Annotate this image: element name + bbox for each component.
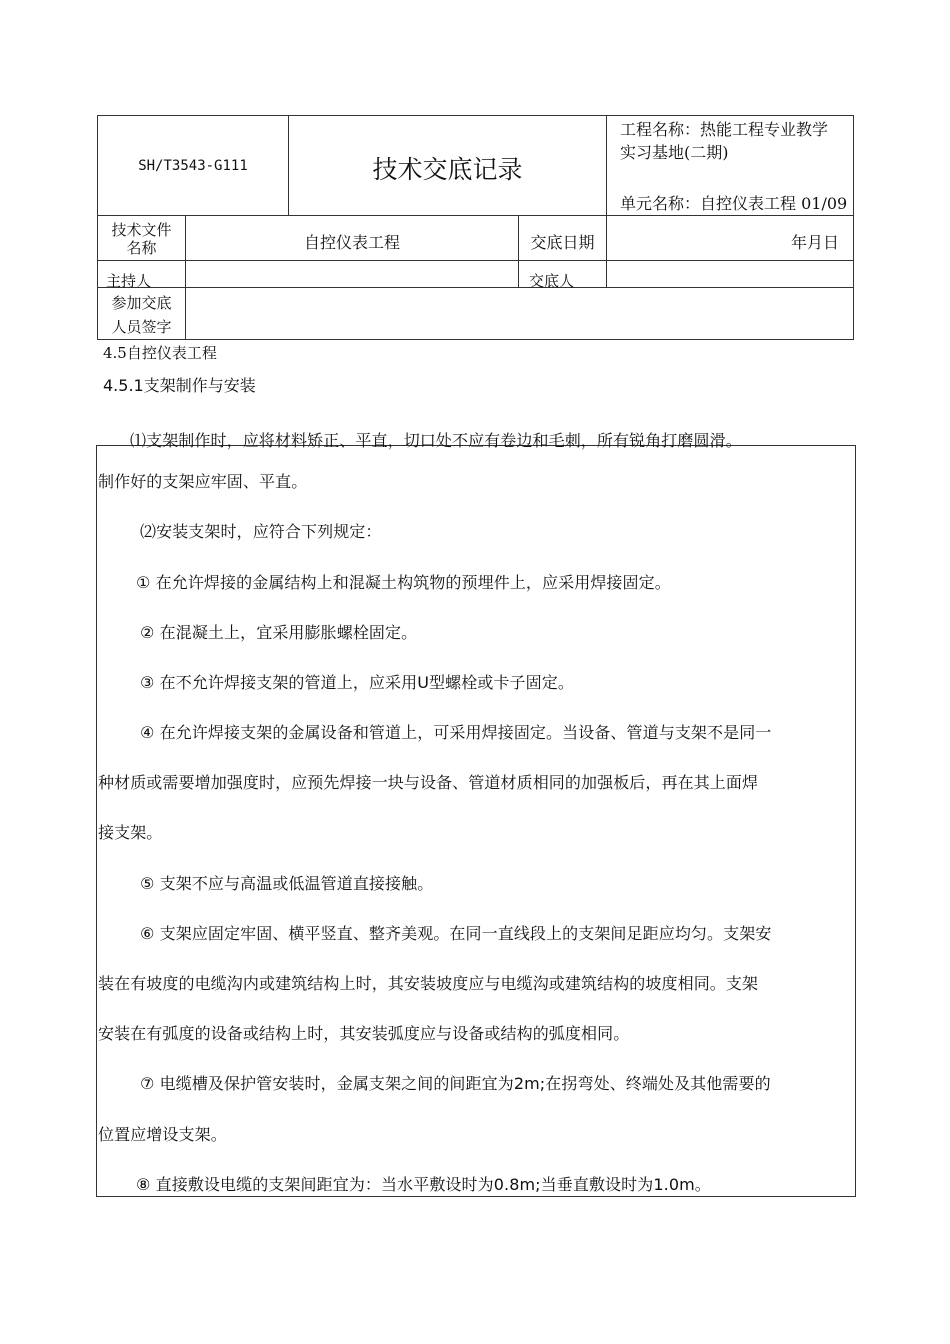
body-line-11: ⑥ 支架应固定牢固、横平竖直、整齐美观。在同一直线段上的支架间足距应均匀。支架安 xyxy=(140,924,772,943)
body-line-13: 安装在有弧度的设备或结构上时，其安装弧度应与设备或结构的弧度相同。 xyxy=(98,1024,630,1043)
doc-name-label-1: 技术文件 xyxy=(111,221,172,239)
project-name-line1: 工程名称：热能工程专业教学 xyxy=(620,120,829,139)
doc-name-value: 自控仪表工程 xyxy=(303,233,400,252)
body-line-1: ⑴支架制作时，应将材料矫正、平直，切口处不应有卷边和毛刺，所有锐角打磨圆滑。 xyxy=(130,431,742,450)
document-code: SH/T3543-G111 xyxy=(138,158,248,174)
body-line-14: ⑦ 电缆槽及保护管安装时，金属支架之间的间距宜为2m;在拐弯处、终端处及其他需要的 xyxy=(140,1074,771,1093)
project-name-line2: 实习基地(二期) xyxy=(620,143,729,162)
doc-name-label-2: 名称 xyxy=(126,239,157,257)
body-line-3: ⑵安装支架时，应符合下列规定： xyxy=(140,522,382,541)
date-value: 年月日 xyxy=(790,233,839,252)
body-line-6: ③ 在不允许焊接支架的管道上，应采用U型螺栓或卡子固定。 xyxy=(140,673,574,692)
page-title: 技术交底记录 xyxy=(372,155,523,184)
body-line-2: 制作好的支架应牢固、平直。 xyxy=(98,472,308,491)
section-subheading: 4.5.1支架制作与安装 xyxy=(103,376,256,395)
section-heading: 4.5自控仪表工程 xyxy=(103,344,217,362)
body-line-7: ④ 在允许焊接支架的金属设备和管道上，可采用焊接固定。当设备、管道与支架不是同一 xyxy=(140,723,772,742)
date-label: 交底日期 xyxy=(530,233,595,252)
host-label: 主持人 xyxy=(106,272,152,290)
presenter-label: 交底人 xyxy=(529,272,575,290)
participants-label-2: 人员签字 xyxy=(111,318,172,336)
body-line-16: ⑧ 直接敷设电缆的支架间距宜为：当水平敷设时为0.8m;当垂直敷设时为1.0m。 xyxy=(136,1175,711,1194)
body-line-8: 种材质或需要增加强度时，应预先焊接一块与设备、管道材质相同的加强板后，再在其上面焊 xyxy=(98,773,759,792)
body-line-4: ① 在允许焊接的金属结构上和混凝土构筑物的预埋件上，应采用焊接固定。 xyxy=(136,573,671,592)
body-line-15: 位置应增设支架。 xyxy=(98,1125,227,1144)
body-line-5: ② 在混凝土上，宜采用膨胀螺栓固定。 xyxy=(140,623,418,642)
body-line-10: ⑤ 支架不应与高温或低温管道直接接触。 xyxy=(140,874,434,893)
participants-label-1: 参加交底 xyxy=(111,294,172,312)
body-line-12: 装在有坡度的电缆沟内或建筑结构上时，其安装坡度应与电缆沟或建筑结构的坡度相同。支架 xyxy=(98,974,759,993)
body-line-9: 接支架。 xyxy=(98,823,163,842)
unit-name: 单元名称：自控仪表工程 01/09 xyxy=(620,194,848,213)
